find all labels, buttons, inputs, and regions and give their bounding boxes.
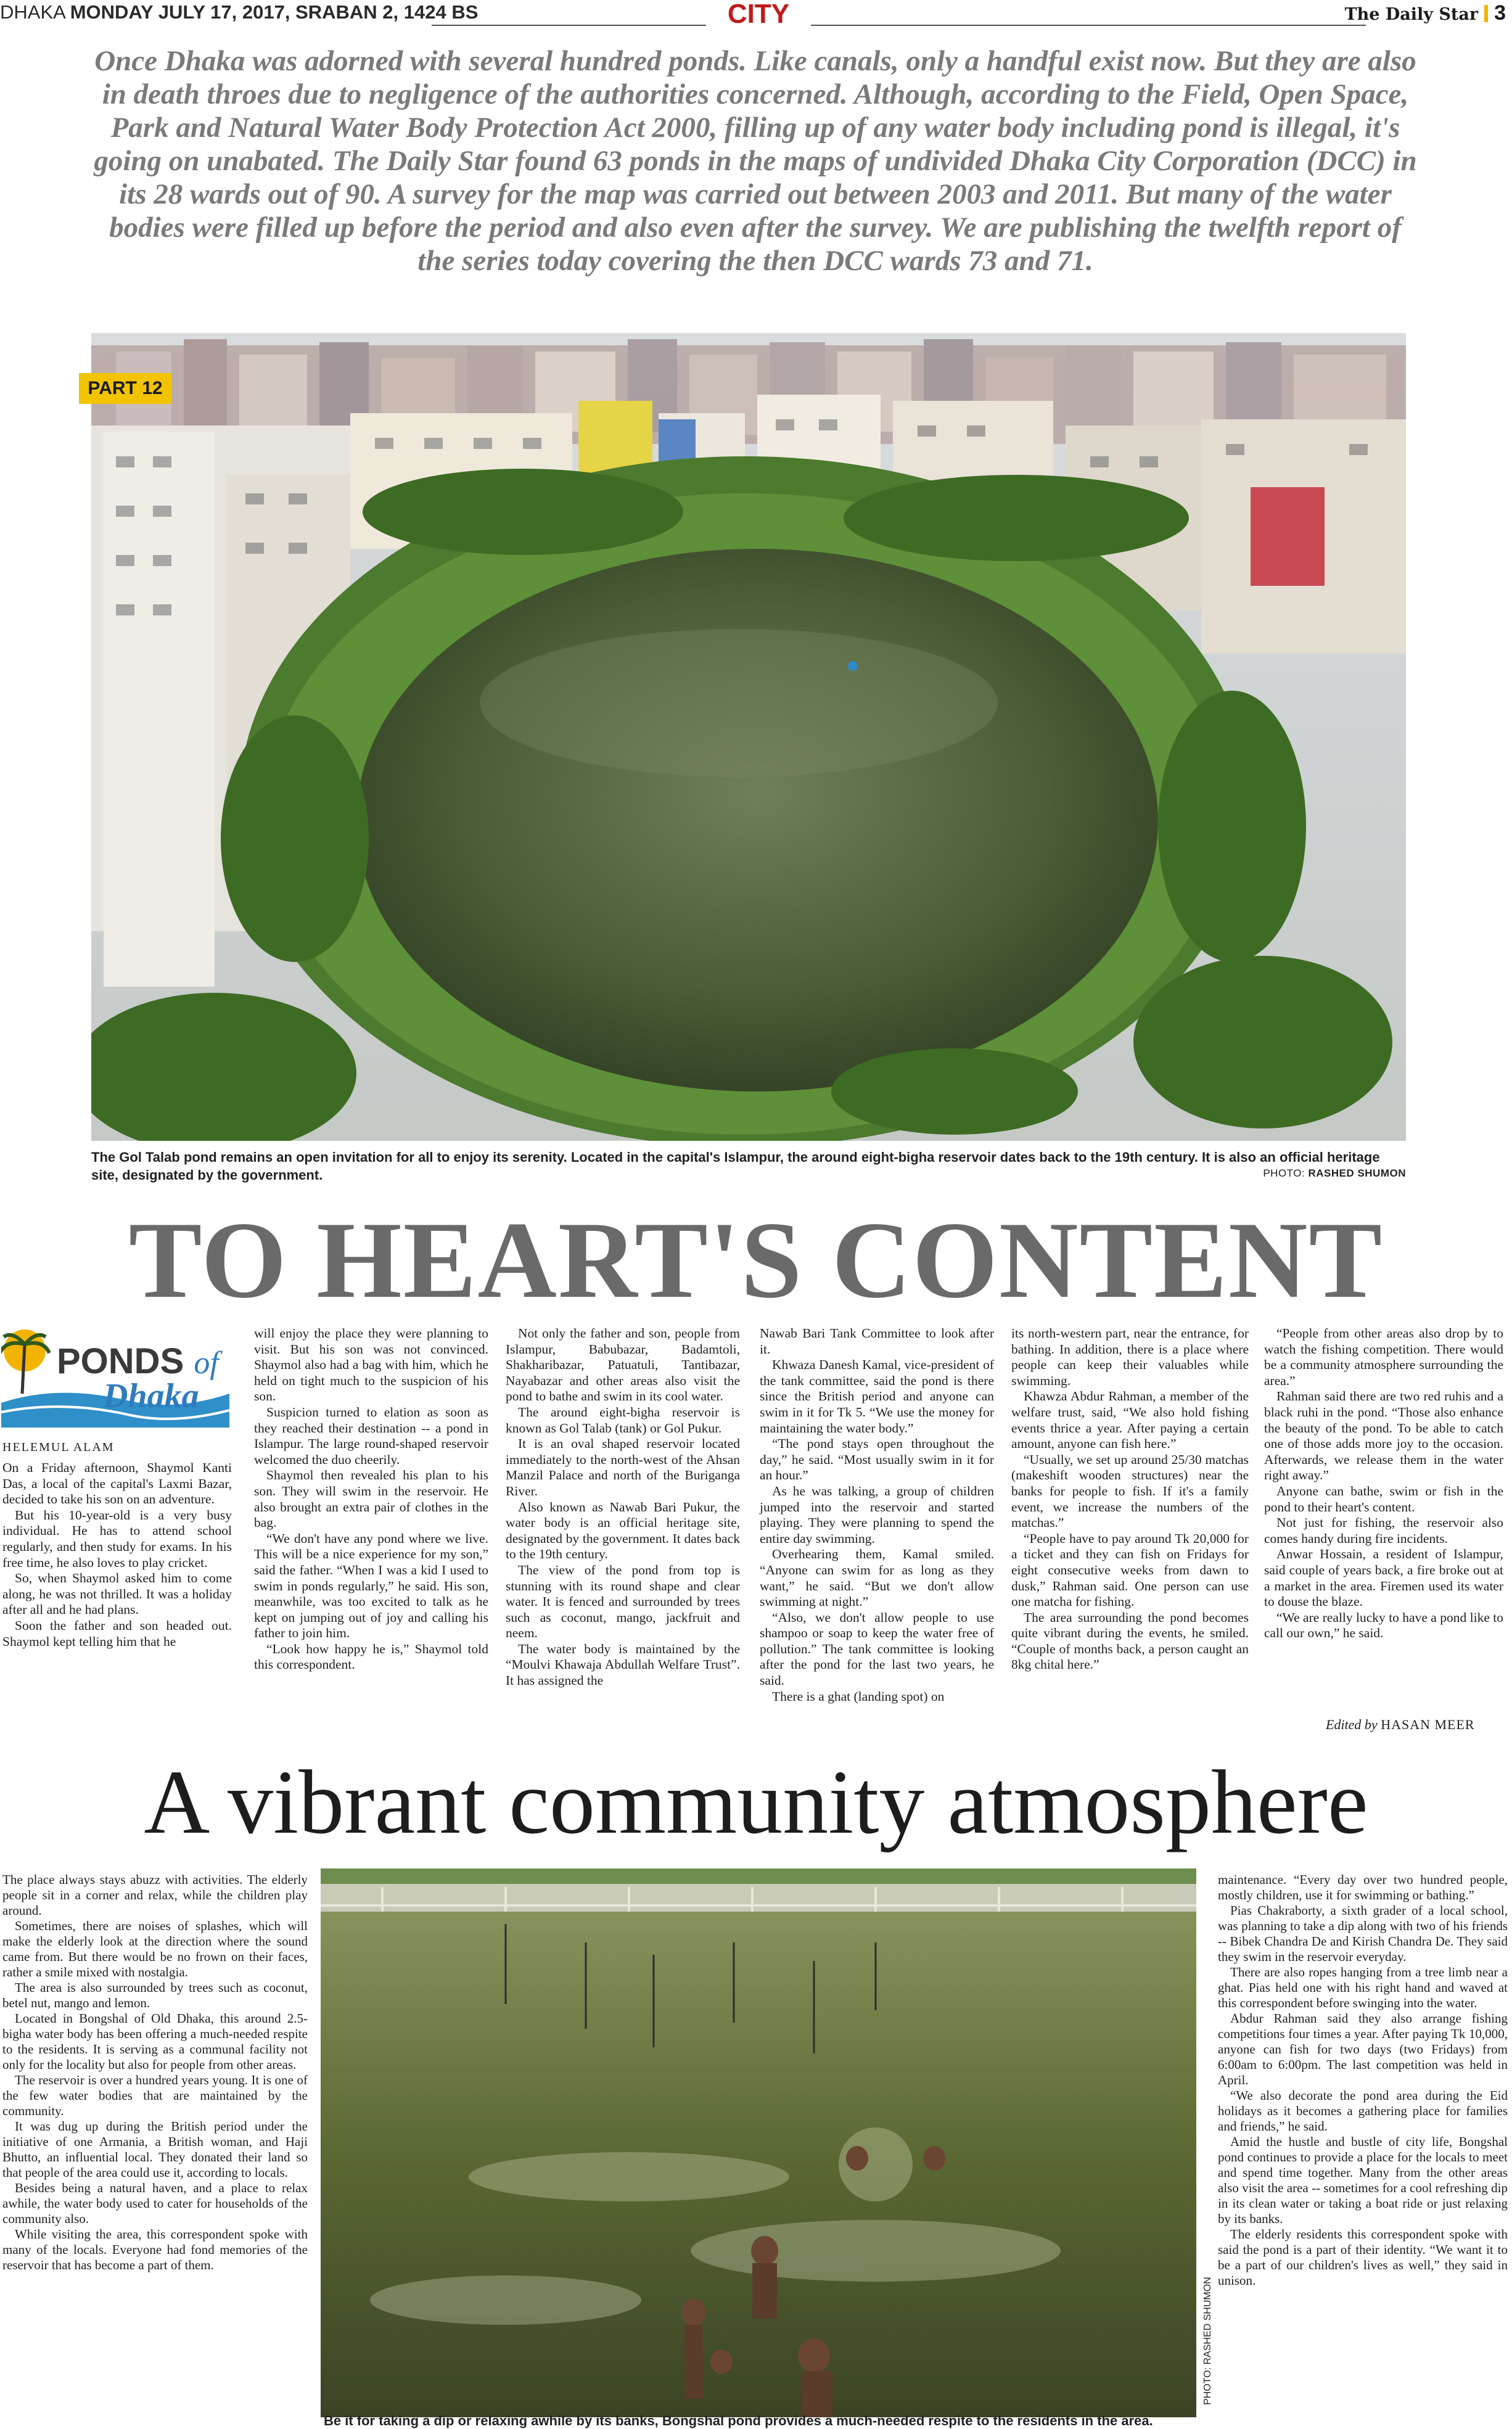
story1-column-2 — [254, 1326, 488, 1673]
masthead-dateline — [0, 1, 478, 23]
paragraph: “People from other areas also drop by to watch the fishing competition. There would be a community atmosphere surrounding the area.” — [1264, 1326, 1503, 1388]
paragraph: Khawza Abdur Rahman, a member of the welfare trust, said, “We also hold fishing events thrice a year. After paying a certain amount, anyone can fish here.” — [1011, 1389, 1249, 1452]
paragraph: “Look how happy he is,” Shaymol told this correspondent. — [254, 1641, 488, 1672]
paragraph: It is an oval shaped reservoir located immediately to the north-west of the Ahsan Manzil Palace and north of the Buriganga River. — [506, 1436, 740, 1498]
paragraph: Soon the father and son headed out. Shaymol kept telling him that he — [2, 1617, 232, 1649]
paragraph: Rahman said there are two red ruhis and a black ruhi in the pond. “Those also enhance the beauty of the pond. To be able to catch one of those adds more joy to the occasion. Afterwards, we release them in the water right away.” — [1264, 1389, 1503, 1483]
photo2-caption: Be it for taking a dip or relaxing awhile by its banks, Bongshal pond provides a much-needed respite to the residents in the area. — [324, 2413, 1153, 2428]
paragraph: The view of the pond from top is stunning with its round shape and clear water. It is fenced and surrounded by trees such as coconut, mango, jackfruit and neem. — [506, 1562, 740, 1641]
paragraph: Not only the father and son, people from Islampur, Babubazar, Badamtoli, Shakharibazar, Patuatuli, Tantibazar, Nayabazar and other areas also visit the pond to bathe and swim in its cool water. — [506, 1326, 740, 1404]
paragraph: “People have to pay around Tk 20,000 for a ticket and they can fish on Fridays for eight consecutive weeks from dawn to dusk,” Rahman said. One person can use one matcha for fishing. — [1011, 1531, 1249, 1609]
bongshal-pond-image — [321, 1868, 1196, 2417]
gol-talab-aerial-image — [91, 333, 1406, 1141]
gol-talab-photo — [91, 333, 1406, 1141]
story1-column-1 — [2, 1460, 232, 1650]
paragraph: There are also ropes hanging from a tree limb near a ghat. Pias held one with his right hand and waved at this correspondent before swinging into the water. — [1218, 1965, 1508, 2010]
paragraph: Nawab Bari Tank Committee to look after it. — [760, 1326, 994, 1357]
paragraph: The reservoir is over a hundred years young. It is one of the few water bodies that are maintained by the community. — [2, 2073, 308, 2118]
story1-column-4 — [760, 1326, 994, 1704]
paragraph: “We are really lucky to have a pond like to call our own,” he said. — [1264, 1609, 1503, 1641]
paragraph: Abdur Rahman said they also arrange fishing competitions four times a year. After paying Tk 10,000, anyone can fish for two days (two Fridays) from 6:00am to 6:00pm. The last competition was held in April. — [1218, 2011, 1508, 2087]
paragraph: The elderly residents this correspondent spoke with said the pond is a part of their identity. “We want it to be a part of our children's lives as well,” they said in unison. — [1218, 2227, 1508, 2288]
story1-column-3 — [506, 1326, 740, 1689]
paragraph: Amid the hustle and bustle of city life, Bongshal pond continues to provide a place for the locals to meet and spend time together. Many from the other areas also visit the area -- sometimes for a cool refreshing dip in its clean water or taking a boat ride or just relaxing by its banks. — [1218, 2134, 1508, 2226]
paragraph: “We also decorate the pond area during the Eid holidays as it becomes a gathering place for families and friends,” he said. — [1218, 2088, 1508, 2134]
paragraph: Suspicion turned to elation as soon as they reached their destination -- a pond in Islampur. The large round-shaped reservoir welcomed the duo cheerily. — [254, 1404, 488, 1467]
paragraph: will enjoy the place they were planning to visit. But his son was not convinced. Shaymol also had a bag with him, which he held on tight much to the suspicion of his son. — [254, 1326, 488, 1404]
paragraph: But his 10-year-old is a very busy individual. He has to attend school regularly, and then study for exams. In his free time, he also loves to play cricket. — [2, 1507, 232, 1570]
page-number: 3 — [1494, 1, 1506, 25]
editor-name: HASAN MEER — [1381, 1717, 1475, 1732]
paragraph: its north-western part, near the entrance, for bathing. In addition, there is a place where people can keep their valuables while swimming. — [1011, 1326, 1249, 1388]
paragraph: The water body is maintained by the “Moulvi Khawaja Abdullah Welfare Trust”. It has assigned the — [506, 1641, 740, 1688]
series-intro: Once Dhaka was adorned with several hundred ponds. Like canals, only a handful exist now. But they are also in death throes due to negligence of the authorities concerned. Although, according to the Field, Open Space, Park and Natural Water Body Protection Act 2000, filling up of any water body including pond is illegal, it's going on unabated. The Daily Star found 63 ponds in the maps of undivided Dhaka City Corporation (DCC) in its 28 wards out of 90. A survey for the map was carried out between 2003 and 2011. But many of the water bodies were filled up before the period and also even after the survey. We are publishing the twelfth report of the series today covering the then DCC wards 73 and 71. — [94, 45, 1417, 277]
ponds-of-dhaka-logo — [1, 1320, 229, 1428]
paragraph: “The pond stays open throughout the day,” he said. “Most usually swim in it for an hour.” — [760, 1436, 994, 1483]
story1-column-5 — [1011, 1326, 1249, 1673]
paragraph: So, when Shaymol asked him to come along, he was not thrilled. It was a holiday after all and he had plans. — [2, 1571, 232, 1617]
masthead-paper — [1345, 1, 1506, 25]
paragraph: “Also, we don't allow people to use shampoo or soap to keep the water free of pollution.” The tank committee is looking after the pond for the last two years, he said. — [760, 1609, 994, 1688]
masthead-date: MONDAY JULY 17, 2017, SRABAN 2, 1424 BS — [70, 1, 479, 23]
part-badge: PART 12 — [79, 373, 171, 404]
masthead-rule-left — [432, 25, 706, 26]
paragraph: Besides being a natural haven, and a place to relax awhile, the water body used to cater for households of the community also. — [2, 2180, 308, 2226]
editor-label: Edited by — [1326, 1717, 1378, 1732]
masthead-rule-right — [811, 25, 1366, 26]
paragraph: There is a ghat (landing spot) on — [772, 1688, 945, 1704]
paragraph: Anwar Hossain, a resident of Islampur, said couple of years back, a fire broke out at a market in the area. Firemen used its water to douse the blaze. — [1264, 1547, 1503, 1609]
photo2-credit: PHOTO: RASHED SHUMON — [1202, 2277, 1213, 2405]
headline-to-hearts-content: TO HEART'S CONTENT — [128, 1199, 1384, 1321]
logo-ponds: PONDS — [57, 1341, 184, 1381]
headline-vibrant-community: A vibrant community atmosphere — [144, 1752, 1368, 1853]
paragraph: Khwaza Danesh Kamal, vice-president of the tank committee, said the pond is there since the British period and anyone can swim in it for Tk 5. “We use the money for maintaining the water body.” — [760, 1357, 994, 1436]
photo1-credit-name: RASHED SHUMON — [1308, 1167, 1406, 1179]
story2-column-left — [2, 1872, 308, 2273]
bongshal-pond-photo — [321, 1868, 1196, 2417]
paragraph: Located in Bongshal of Old Dhaka, this around 2.5-bigha water body has been offering a much-needed respite to the residents. It is serving as a communal facility not only for the locality but also for people from other areas. — [2, 2011, 308, 2072]
paragraph: Sometimes, there are noises of splashes, which will make the elderly look at the direction where the sound came from. But there would be no frown on their faces, rather a smile mixed with nostalgia. — [2, 1918, 308, 1979]
byline: HELEMUL ALAM — [2, 1441, 115, 1454]
story2-column-right — [1218, 1872, 1508, 2288]
paragraph: It was dug up during the British period under the initiative of one Armania, a British woman, and Haji Bhutto, an influential local. They donated their land so that people of the area could use it, according to locals. — [2, 2119, 308, 2180]
masthead-city: DHAKA — [0, 1, 65, 23]
photo1-caption: The Gol Talab pond remains an open invitation for all to enjoy its serenity. Located in the capital's Islampur, the around eight-bigha reservoir dates back to the 19th century. It is also an official heritage site, designated by the government. — [91, 1149, 1380, 1183]
paragraph: Overhearing them, Kamal smiled. “Anyone can swim for as long as they want,” he said. “But we don't allow swimming at night.” — [760, 1547, 994, 1609]
editor-credit — [1326, 1717, 1475, 1733]
story1-column-6 — [1264, 1326, 1503, 1642]
paragraph: While visiting the area, this correspondent spoke with many of the locals. Everyone had fond memories of the reservoir that has become a part of them. — [2, 2227, 308, 2272]
paragraph: “Usually, we set up around 25/30 matchas (makeshift wooden structures) near the banks for people to fish. If it's a family event, we increase the numbers of the matchas.” — [1011, 1452, 1249, 1531]
paragraph: Shaymol then revealed his plan to his son. They will swim in the reservoir. He also brought an extra pair of clothes in the bag. — [254, 1468, 488, 1531]
section-label: CITY — [727, 0, 790, 29]
logo-of: of — [194, 1346, 219, 1381]
masthead-divider — [1484, 5, 1488, 22]
paragraph: The place always stays abuzz with activities. The elderly people sit in a corner and relax, while the children play around. — [2, 1872, 308, 1918]
paragraph: maintenance. “Every day over two hundred people, mostly children, use it for swimming or bathing.” — [1218, 1872, 1508, 1902]
paragraph: Also known as Nawab Bari Pukur, the water body is an official heritage site, designated by the government. It dates back to the 19th century. — [506, 1499, 740, 1562]
paragraph: “We don't have any pond where we live. This will be a nice experience for my son,” said the father. “When I was a kid I used to swim in ponds regularly,” he said. His son, meanwhile, was too excited to talk as he kept on jumping out of joy and calling his father to join him. — [254, 1531, 488, 1641]
paper-name: The Daily Star — [1344, 5, 1479, 24]
photo1-credit-label: PHOTO: — [1263, 1167, 1305, 1179]
paragraph: The area is also surrounded by trees such as coconut, betel nut, mango and lemon. — [2, 1980, 308, 2010]
paragraph: The area surrounding the pond becomes quite vibrant during the events, he smiled. “Couple of months back, a person caught an 8kg chital here.” — [1011, 1609, 1249, 1672]
paragraph: On a Friday afternoon, Shaymol Kanti Das, a local of the capital's Laxmi Bazar, decided to take his son on an adventure. — [2, 1460, 232, 1507]
logo-dhaka: Dhaka — [103, 1377, 199, 1415]
logo-text — [57, 1341, 219, 1382]
paragraph: As he was talking, a group of children jumped into the reservoir and started playing. They were planning to spend the entire day swimming. — [760, 1483, 994, 1546]
paragraph: Not just for fishing, the reservoir also comes handy during fire incidents. — [1264, 1515, 1503, 1546]
photo1-credit — [1263, 1167, 1406, 1180]
paragraph: Pias Chakraborty, a sixth grader of a local school, was planning to take a dip along with two of his friends -- Bibek Chandra De and Kirish Chandra De. They said they swim in the reservoir everyday. — [1218, 1903, 1508, 1964]
paragraph: Anyone can bathe, swim or fish in the pond to their heart's content. — [1264, 1483, 1503, 1515]
paragraph: The around eight-bigha reservoir is known as Gol Talab (tank) or Gol Pukur. — [506, 1404, 740, 1436]
